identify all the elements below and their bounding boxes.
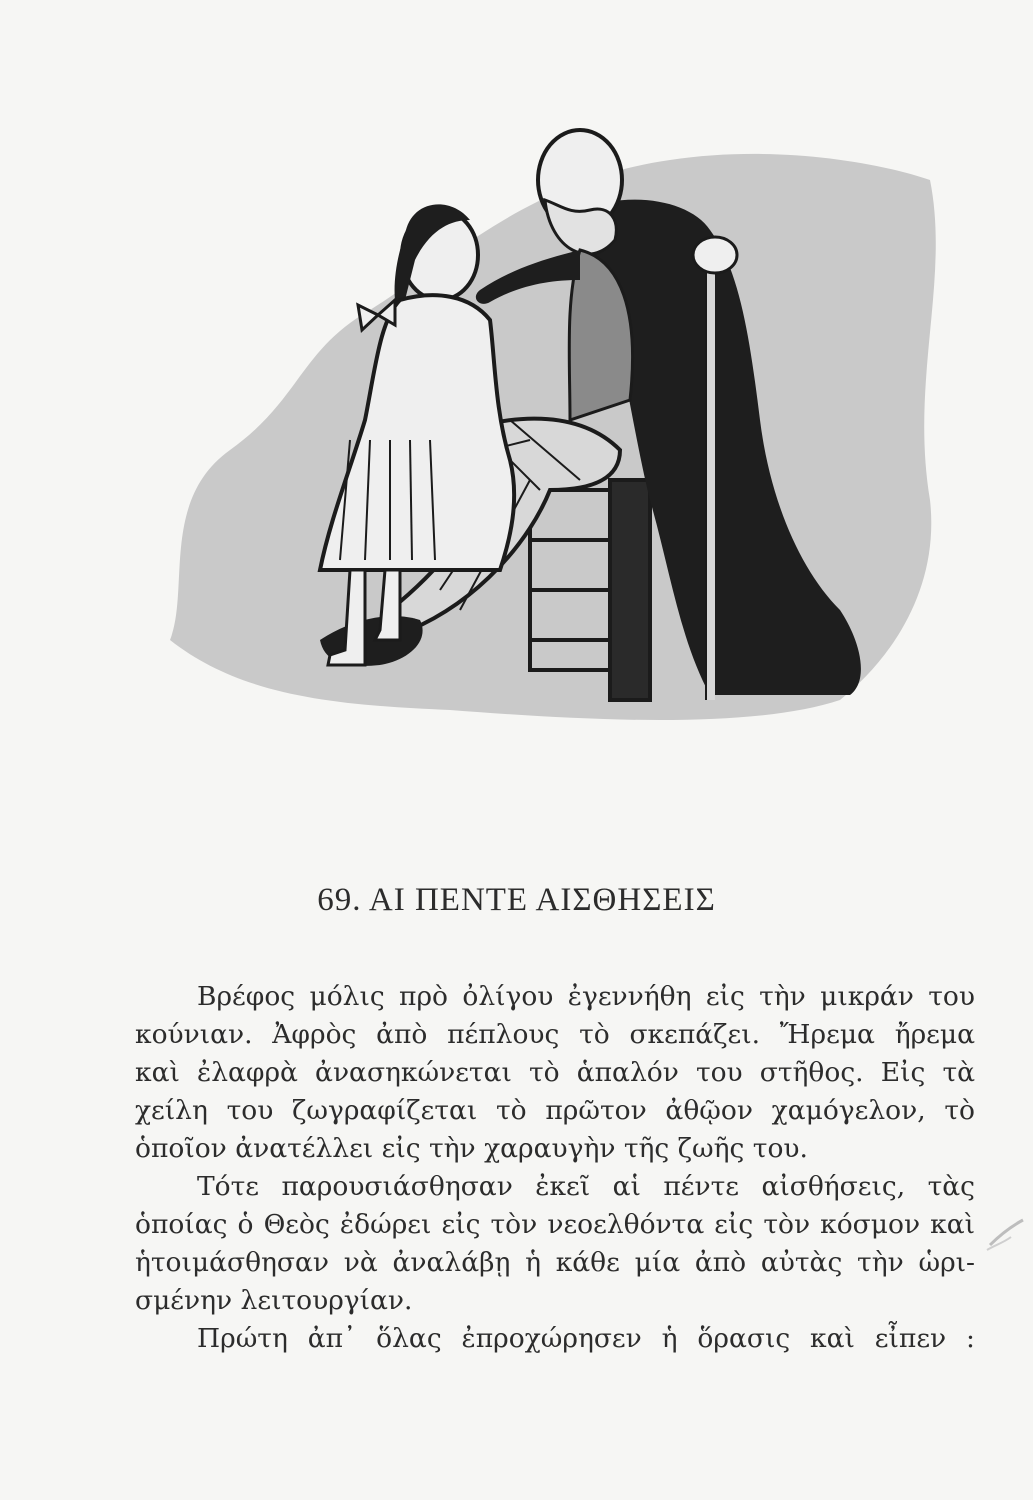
text-line: ὁποῖον ἀνατέλλει εἰς τὴν χαραυγὴν τῆς ζωῆς του. [135,1133,808,1164]
text-line: χείλη του ζωγραφίζεται τὸ πρῶτον ἀθῷον χαμόγελον, τὸ [135,1095,975,1126]
paragraph [135,1320,975,1358]
text-line: σμένην λειτουργίαν. [135,1285,413,1316]
text-line: Βρέφος μόλις πρὸ ὀλίγου ἐγεννήθη εἰς τὴν μικράν του [197,981,975,1012]
old-man-hand [693,237,737,273]
text-line: καὶ ἐλαφρὰ ἀνασηκώνεται τὸ ἁπαλόν του στῆθος. Εἰς τὰ [135,1057,975,1088]
page-smudge-mark [985,1215,1025,1255]
text-line: Πρώτη ἀπ᾽ ὅλας ἐπροχώρησεν ἡ ὅρασις καὶ εἶπεν : [197,1323,975,1354]
text-line: ὁποίας ὁ Θεὸς ἐδώρει εἰς τὸν νεοελθόντα εἰς τὸν κόσμον καὶ [135,1209,975,1240]
paragraph [135,1168,975,1320]
chapter-title: 69. ΑΙ ΠΕΝΤΕ ΑΙΣΘΗΣΕΙΣ [317,882,716,918]
text-line: ἡτοιμάσθησαν νὰ ἀναλάβῃ ἡ κάθε μία ἀπὸ αὐτὰς τὴν ὡρι- [135,1247,975,1278]
paragraph [135,978,975,1168]
text-line: Τότε παρουσιάσθησαν ἐκεῖ αἱ πέντε αἰσθήσεις, τὰς [197,1171,975,1202]
old-man-and-girl-illustration [150,120,950,730]
chapter-body [135,978,975,1358]
text-line: κούνιαν. Ἀφρὸς ἀπὸ πέπλους τὸ σκεπάζει. Ἤρεμα ἤρεμα [135,1019,975,1050]
